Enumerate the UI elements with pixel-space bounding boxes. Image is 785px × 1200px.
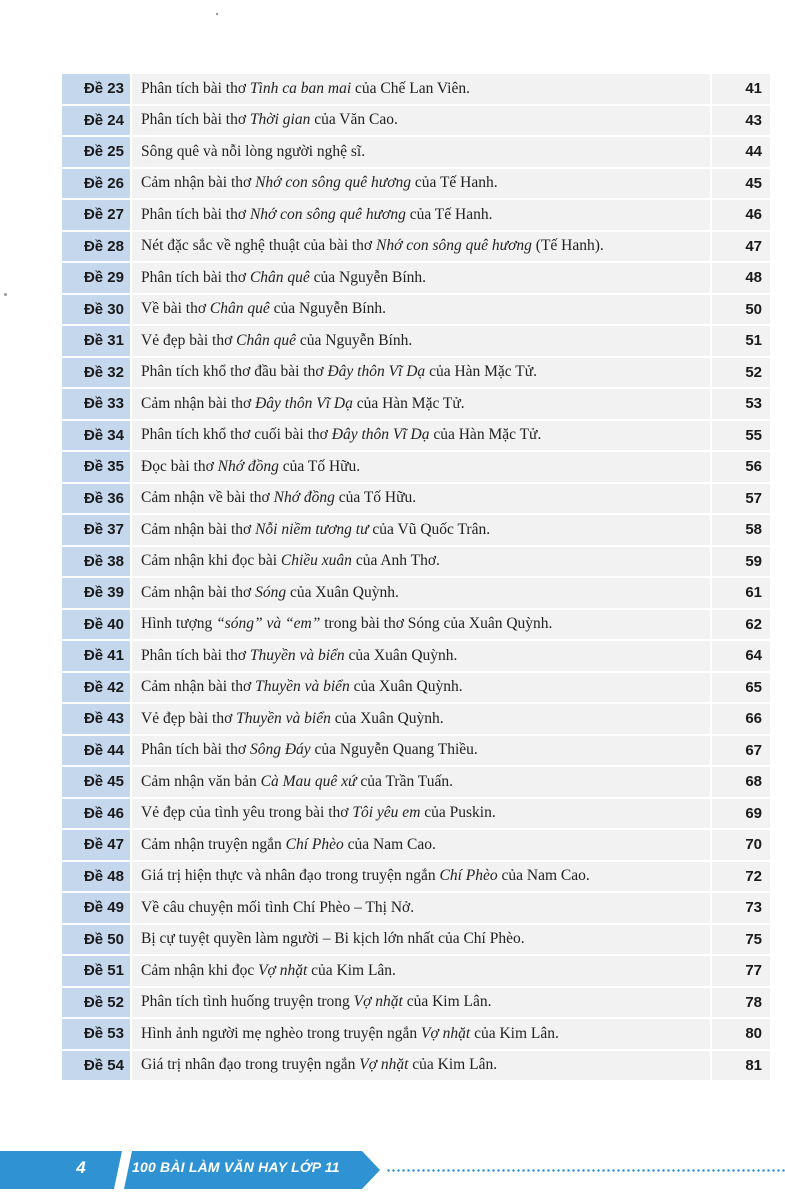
toc-row [62, 578, 770, 610]
title-text: Sông quê và nỗi lòng người nghệ sĩ. [141, 142, 366, 160]
toc-row-number: Đề 45 [62, 767, 132, 799]
toc-row [62, 452, 770, 484]
toc-row [62, 893, 770, 925]
title-text: Cảm nhận bài thơ [141, 174, 256, 192]
title-text: Cảm nhận bài thơ [141, 520, 256, 538]
title-text: của Tố Hữu. [278, 457, 361, 475]
title-text: Giá trị nhân đạo trong truyện ngắn [141, 1056, 360, 1074]
toc-row-number: Đề 31 [62, 326, 132, 358]
title-work-name: Nhớ con sông quê hương [255, 174, 411, 192]
title-text: của Xuân Quỳnh. [349, 678, 463, 696]
title-text: của Văn Cao. [310, 111, 398, 129]
toc-row-title [132, 704, 712, 736]
title-text: Cảm nhận bài thơ [141, 394, 256, 412]
toc-row-page: 62 [712, 610, 770, 642]
toc-row-title [132, 610, 712, 642]
title-work-name: Vợ nhặt [421, 1024, 471, 1042]
title-text: của Kim Lân. [307, 961, 396, 979]
toc-row-page: 55 [712, 421, 770, 453]
title-work-name: Sông Đáy [249, 741, 311, 759]
title-text: của Puskin. [420, 804, 496, 822]
title-work-name: Vợ nhặt [353, 993, 403, 1011]
toc-row-number: Đề 35 [62, 452, 132, 484]
title-work-name: Chiều xuân [280, 552, 352, 570]
toc-row-number: Đề 40 [62, 610, 132, 642]
toc-row [62, 862, 770, 894]
toc-row [62, 74, 770, 106]
toc-row-page: 59 [712, 547, 770, 579]
toc-row [62, 421, 770, 453]
toc-row-page: 45 [712, 169, 770, 201]
title-text: của Nguyễn Bính. [309, 268, 427, 286]
title-text: của Xuân Quỳnh. [344, 646, 458, 664]
title-text: Cảm nhận khi đọc [141, 961, 259, 979]
title-text: của Nguyễn Quang Thiều. [310, 741, 478, 759]
title-work-name: Đây thôn Vĩ Dạ [327, 363, 426, 381]
toc-row-number: Đề 47 [62, 830, 132, 862]
toc-row [62, 736, 770, 768]
title-work-name: Thời gian [249, 111, 311, 129]
scan-speck [216, 13, 218, 15]
toc-row-page: 77 [712, 956, 770, 988]
title-text: Cảm nhận văn bản [141, 772, 261, 790]
toc-row-page: 56 [712, 452, 770, 484]
title-text: của Hàn Mặc Tử. [425, 363, 538, 381]
toc-row-number: Đề 26 [62, 169, 132, 201]
title-text: của Nam Cao. [497, 867, 590, 885]
toc-row-title [132, 578, 712, 610]
footer-dotted-line [386, 1169, 785, 1172]
toc-row-number: Đề 30 [62, 295, 132, 327]
title-text: Phân tích bài thơ [141, 79, 250, 97]
toc-row [62, 830, 770, 862]
toc-row-title [132, 673, 712, 705]
title-text: của Nam Cao. [343, 835, 436, 853]
title-work-name: Nhớ con sông quê hương [376, 237, 532, 255]
toc-row-number: Đề 49 [62, 893, 132, 925]
title-work-name: Chân quê [236, 331, 296, 349]
toc-row-number: Đề 36 [62, 484, 132, 516]
toc-row-title [132, 736, 712, 768]
title-text: Phân tích bài thơ [141, 741, 250, 759]
toc-row-number: Đề 53 [62, 1019, 132, 1051]
toc-row-page: 70 [712, 830, 770, 862]
toc-row-page: 43 [712, 106, 770, 138]
toc-row-title [132, 232, 712, 264]
toc-row [62, 988, 770, 1020]
toc-row-title [132, 830, 712, 862]
title-work-name: Nỗi niềm tương tư [255, 520, 369, 538]
toc-row-title [132, 956, 712, 988]
title-work-name: Nhớ con sông quê hương [249, 205, 406, 223]
title-work-name: Vợ nhặt [258, 961, 308, 979]
title-text: của Xuân Quỳnh. [286, 583, 399, 601]
title-work-name: Thuyền và biển [255, 678, 350, 696]
title-text: Cảm nhận truyện ngắn [141, 835, 286, 853]
title-text: Hình tượng [141, 615, 217, 633]
toc-row [62, 200, 770, 232]
toc-row-number: Đề 37 [62, 515, 132, 547]
title-text: của Xuân Quỳnh. [330, 709, 444, 727]
toc-row-page: 67 [712, 736, 770, 768]
title-work-name: Đây thôn Vĩ Dạ [331, 426, 430, 444]
title-text: của Tế Hanh. [405, 205, 493, 223]
toc-row [62, 704, 770, 736]
toc-row-title [132, 452, 712, 484]
toc-row-number: Đề 41 [62, 641, 132, 673]
title-work-name: Nhớ đồng [217, 457, 279, 475]
toc-row [62, 799, 770, 831]
title-text: Phân tích bài thơ [141, 111, 250, 129]
toc-row-number: Đề 27 [62, 200, 132, 232]
toc-row-number: Đề 32 [62, 358, 132, 390]
toc-row [62, 295, 770, 327]
toc-row-number: Đề 50 [62, 925, 132, 957]
toc-row-number: Đề 54 [62, 1051, 132, 1083]
toc-row-page: 78 [712, 988, 770, 1020]
title-text: Cảm nhận khi đọc bài [141, 552, 281, 570]
toc-row-title [132, 1051, 712, 1083]
toc-row [62, 232, 770, 264]
title-text: của Anh Thơ. [351, 552, 440, 570]
toc-row-page: 72 [712, 862, 770, 894]
toc-row [62, 610, 770, 642]
toc-row-number: Đề 51 [62, 956, 132, 988]
toc-row [62, 1019, 770, 1051]
toc-row-title [132, 137, 712, 169]
title-work-name: Đây thôn Vĩ Dạ [255, 394, 353, 412]
title-text: Vẻ đẹp bài thơ [141, 331, 237, 349]
title-text: Phân tích bài thơ [141, 205, 250, 223]
toc-row-title [132, 893, 712, 925]
toc-row-title [132, 326, 712, 358]
toc-row-number: Đề 48 [62, 862, 132, 894]
title-text: Phân tích khổ thơ đầu bài thơ [141, 363, 328, 381]
toc-row-number: Đề 39 [62, 578, 132, 610]
toc-row-number: Đề 24 [62, 106, 132, 138]
toc-row-number: Đề 52 [62, 988, 132, 1020]
toc-row-title [132, 862, 712, 894]
toc-row-title [132, 106, 712, 138]
toc-row-title [132, 389, 712, 421]
title-text: Phân tích bài thơ [141, 268, 250, 286]
title-work-name: Tình ca ban mai [249, 79, 352, 97]
title-text: Cảm nhận về bài thơ [141, 489, 274, 507]
toc-row-number: Đề 29 [62, 263, 132, 295]
toc-row-page: 75 [712, 925, 770, 957]
page-number: 4 [76, 1158, 86, 1177]
title-work-name: Chân quê [209, 300, 270, 318]
title-text: của Hàn Mặc Tử. [429, 426, 542, 444]
title-text: Cảm nhận bài thơ [141, 678, 256, 696]
toc-row [62, 925, 770, 957]
toc-row-number: Đề 28 [62, 232, 132, 264]
scan-speck [4, 293, 7, 296]
toc-row-title [132, 295, 712, 327]
title-text: Vẻ đẹp bài thơ [141, 709, 237, 727]
toc-body [62, 74, 770, 1082]
toc-row-title [132, 200, 712, 232]
toc-row-title [132, 358, 712, 390]
toc-row [62, 358, 770, 390]
toc-row-number: Đề 38 [62, 547, 132, 579]
toc-row-page: 73 [712, 893, 770, 925]
title-work-name: Sóng [255, 583, 287, 601]
title-work-name: “sóng” và “em” [216, 615, 321, 633]
toc-row-page: 68 [712, 767, 770, 799]
title-text: của Nguyễn Bính. [296, 331, 413, 349]
title-text: Cảm nhận bài thơ [141, 583, 256, 601]
toc-row [62, 263, 770, 295]
title-work-name: Thuyền và biển [236, 709, 331, 727]
title-text: của Kim Lân. [402, 993, 492, 1011]
toc-row-page: 69 [712, 799, 770, 831]
title-text: của Tố Hữu. [334, 489, 417, 507]
toc-row-number: Đề 25 [62, 137, 132, 169]
toc-row [62, 106, 770, 138]
toc-row-page: 64 [712, 641, 770, 673]
title-text: Hình ảnh người mẹ nghèo trong truyện ngắn [141, 1024, 422, 1042]
title-text: Giá trị hiện thực và nhân đạo trong truyện ngắn [141, 867, 440, 885]
title-work-name: Chí Phèo [439, 867, 498, 885]
toc-row-page: 50 [712, 295, 770, 327]
title-work-name: Cà Mau quê xứ [260, 772, 357, 790]
toc-row-number: Đề 43 [62, 704, 132, 736]
toc-row-title [132, 641, 712, 673]
toc-row [62, 956, 770, 988]
toc-row [62, 641, 770, 673]
toc-row [62, 547, 770, 579]
toc-row-number: Đề 34 [62, 421, 132, 453]
title-text: Về bài thơ [141, 300, 210, 318]
toc-row-title [132, 515, 712, 547]
title-work-name: Tôi yêu em [352, 804, 421, 822]
title-text: (Tế Hanh). [531, 237, 604, 255]
toc-row-page: 61 [712, 578, 770, 610]
title-text: của Kim Lân. [408, 1056, 498, 1074]
toc-row-page: 81 [712, 1051, 770, 1083]
book-title: 100 BÀI LÀM VĂN HAY LỚP 11 [132, 1159, 340, 1175]
toc-row [62, 484, 770, 516]
toc-row [62, 389, 770, 421]
title-text: của Nguyễn Bính. [269, 300, 386, 318]
title-text: Phân tích khổ thơ cuối bài thơ [141, 426, 332, 444]
title-text: trong bài thơ Sóng của Xuân Quỳnh. [320, 615, 553, 633]
title-text: của Tế Hanh. [410, 174, 498, 192]
toc-row-page: 48 [712, 263, 770, 295]
toc-row-page: 53 [712, 389, 770, 421]
title-text: của Chế Lan Viên. [351, 79, 470, 97]
title-work-name: Thuyền và biển [249, 646, 345, 664]
toc-row [62, 169, 770, 201]
title-text: của Vũ Quốc Trân. [368, 520, 491, 538]
title-text: Về câu chuyện mối tình Chí Phèo – Thị Nở. [141, 898, 415, 916]
toc-row-page: 80 [712, 1019, 770, 1051]
title-work-name: Nhớ đồng [273, 489, 335, 507]
title-work-name: Vợ nhặt [359, 1056, 409, 1074]
toc-row-number: Đề 44 [62, 736, 132, 768]
title-text: Phân tích bài thơ [141, 646, 250, 664]
title-text: của Trần Tuấn. [356, 772, 453, 790]
toc-row-page: 41 [712, 74, 770, 106]
toc-row-page: 52 [712, 358, 770, 390]
table-of-contents [62, 74, 770, 1082]
toc-row-number: Đề 23 [62, 74, 132, 106]
toc-row [62, 515, 770, 547]
toc-row-page: 47 [712, 232, 770, 264]
toc-row-number: Đề 46 [62, 799, 132, 831]
title-work-name: Chí Phèo [285, 835, 344, 853]
toc-row-page: 57 [712, 484, 770, 516]
toc-row-page: 58 [712, 515, 770, 547]
toc-row [62, 137, 770, 169]
title-text: của Hàn Mặc Tử. [352, 394, 465, 412]
toc-row-number: Đề 42 [62, 673, 132, 705]
title-text: Nét đặc sắc về nghệ thuật của bài thơ [141, 237, 377, 255]
toc-row-page: 46 [712, 200, 770, 232]
title-text: Phân tích tình huống truyện trong [141, 993, 354, 1011]
toc-row-page: 51 [712, 326, 770, 358]
toc-row-title [132, 767, 712, 799]
toc-row [62, 1051, 770, 1083]
toc-row-page: 66 [712, 704, 770, 736]
title-text: của Kim Lân. [470, 1024, 559, 1042]
toc-row-title [132, 799, 712, 831]
toc-row-title [132, 263, 712, 295]
toc-row-title [132, 169, 712, 201]
toc-row-title [132, 547, 712, 579]
toc-row-title [132, 925, 712, 957]
toc-row-page: 65 [712, 673, 770, 705]
toc-row [62, 326, 770, 358]
toc-row-title [132, 988, 712, 1020]
title-text: Vẻ đẹp của tình yêu trong bài thơ [141, 804, 353, 822]
title-text: Bị cự tuyệt quyền làm người – Bi kịch lớn nhất của Chí Phèo. [141, 930, 525, 948]
toc-row-number: Đề 33 [62, 389, 132, 421]
toc-row-title [132, 484, 712, 516]
toc-row-page: 44 [712, 137, 770, 169]
toc-row-title [132, 421, 712, 453]
toc-row [62, 673, 770, 705]
title-work-name: Chân quê [249, 268, 310, 286]
toc-row-title [132, 74, 712, 106]
title-text: Đọc bài thơ [141, 457, 218, 475]
toc-row-title [132, 1019, 712, 1051]
toc-row [62, 767, 770, 799]
